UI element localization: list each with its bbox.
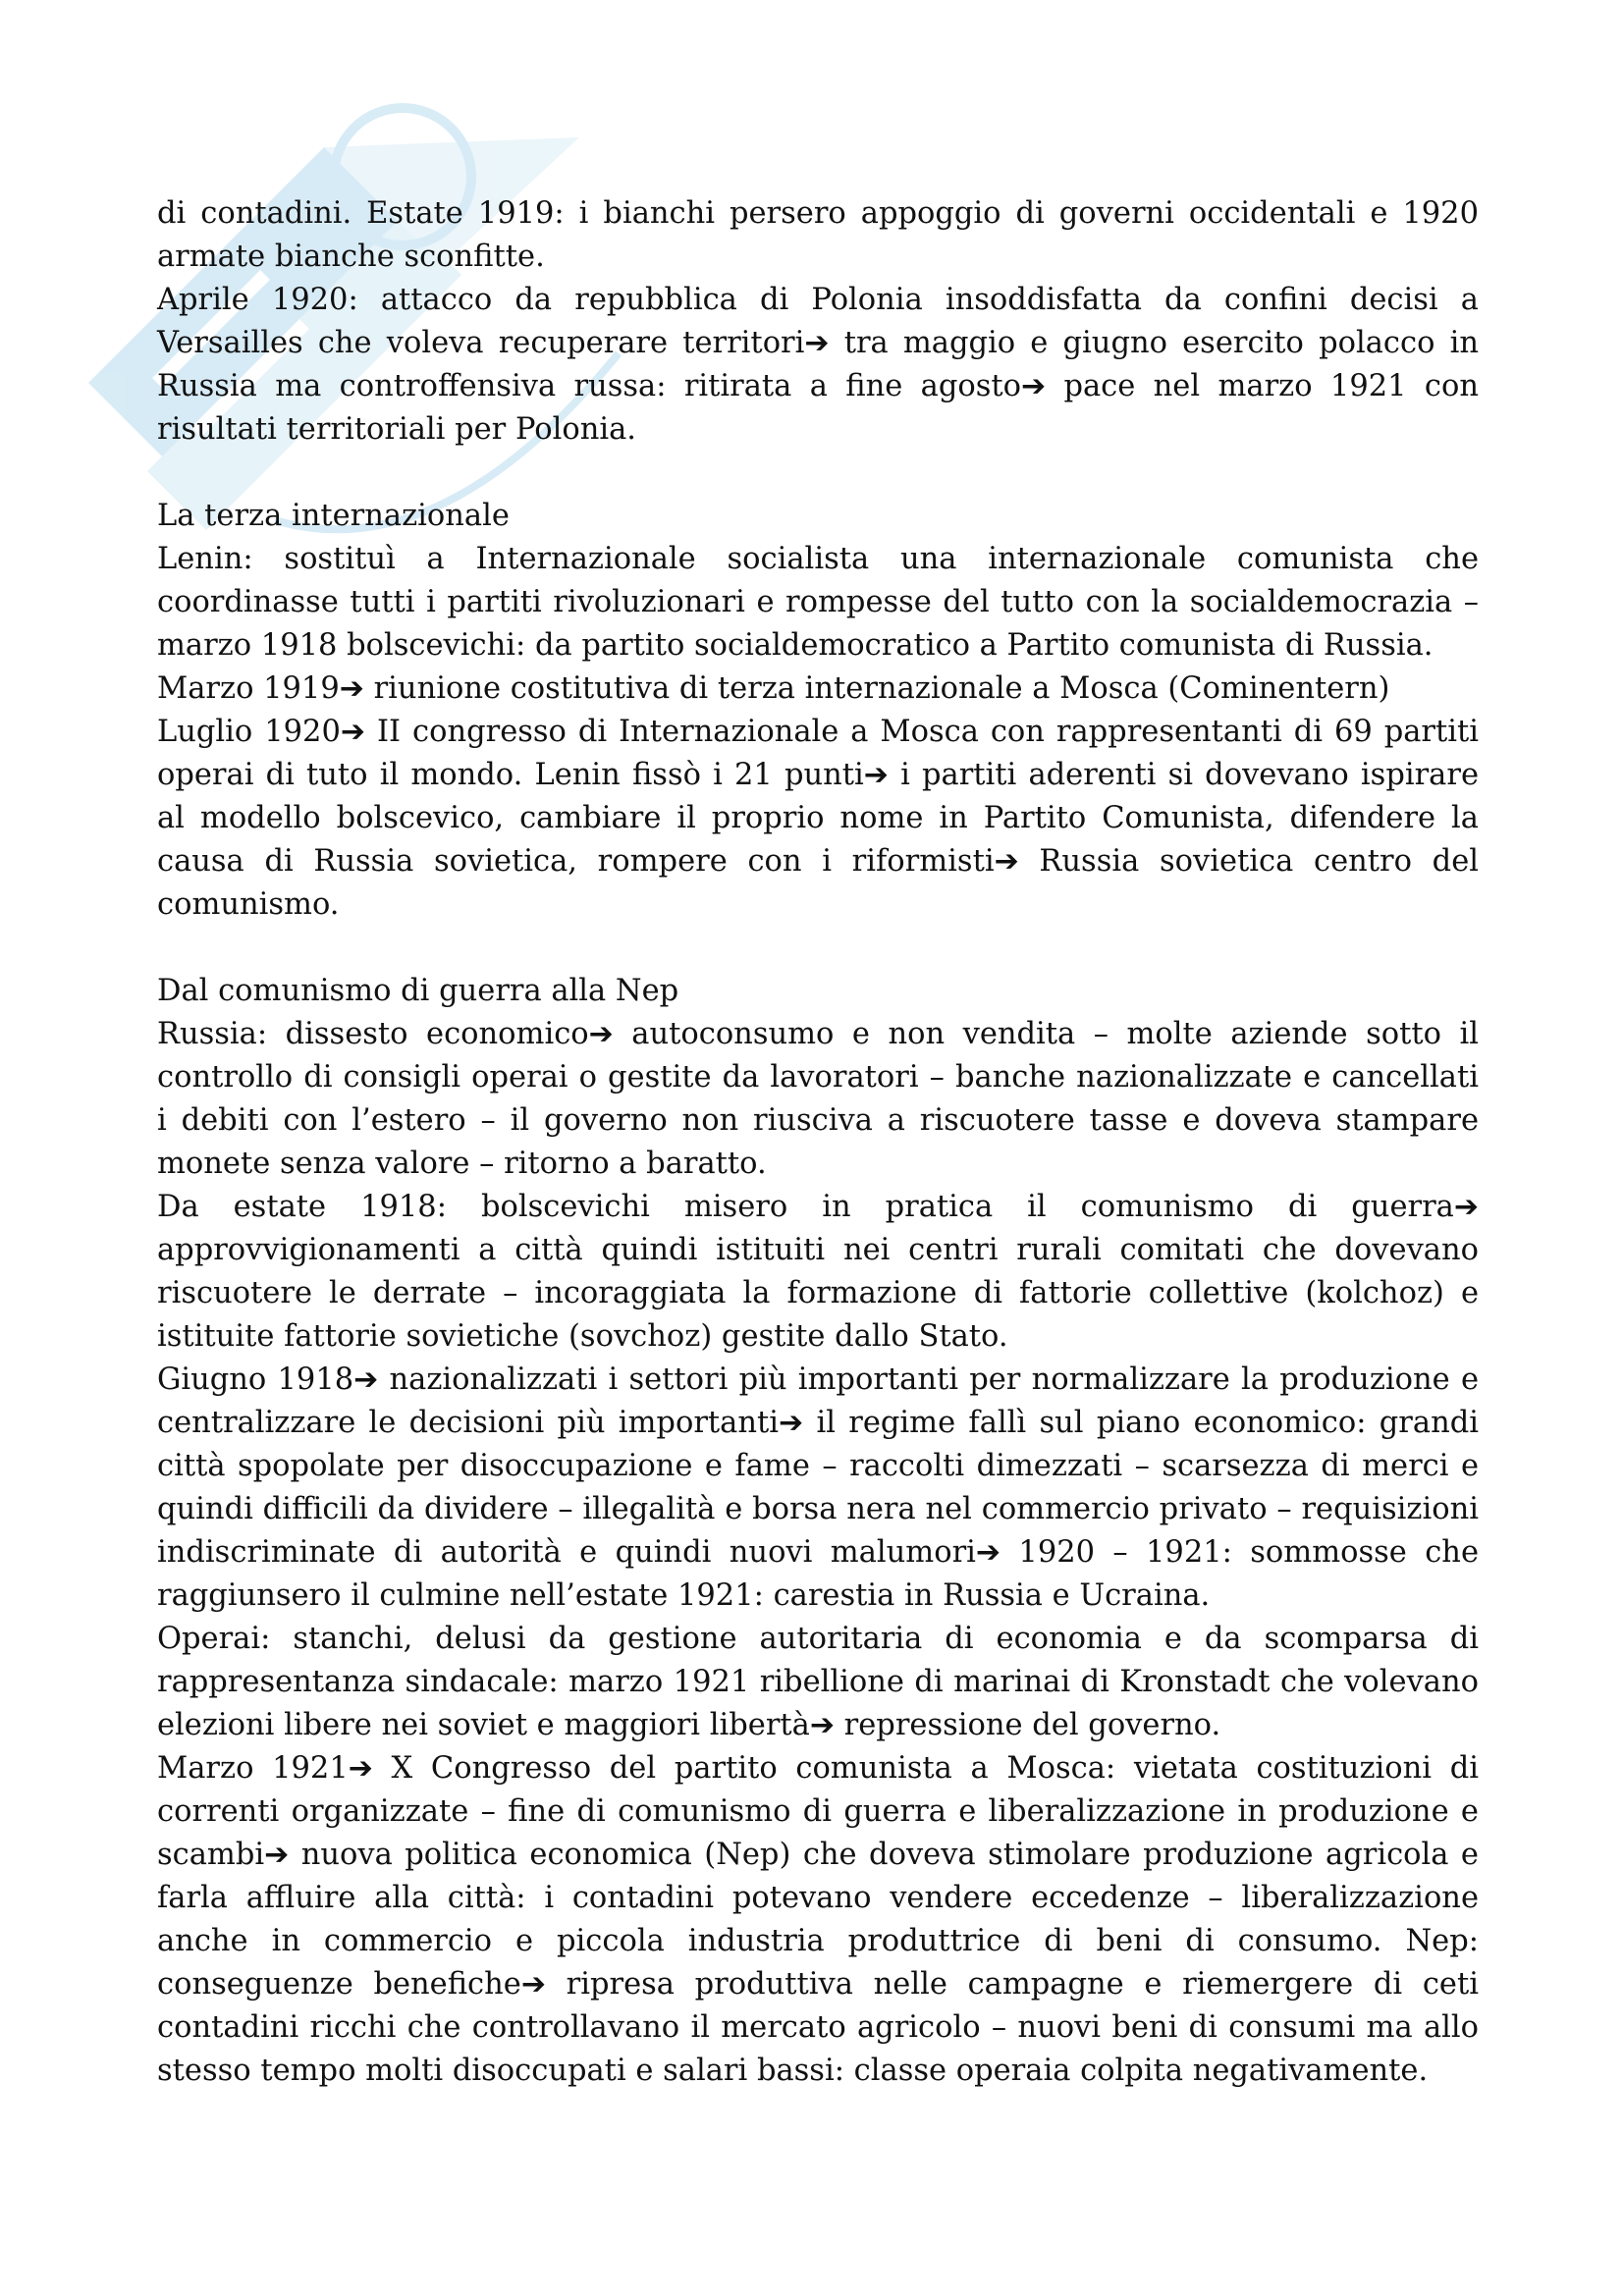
text-segment: Luglio 1920 — [157, 715, 341, 749]
text-segment: Russia: dissesto economico — [157, 1017, 589, 1051]
text-segment: Russia sovietica centro del comunismo. — [157, 844, 1479, 922]
right-arrow-icon: ➔ — [264, 1838, 290, 1872]
text-segment: Lenin: sostituì a Internazionale socialista una internazionale comunista che coordinasse tutti i partiti rivoluzionari e rompesse del tutto con la socialdemocrazia – marzo 1918 bolscevichi: da partito socialdemocratico a Partito comunista di Russia. — [157, 542, 1479, 663]
text-segment: X Congresso del partito comunista a Mosca: vietata costituzioni di correnti organizzate – fine di comunismo di guerra e liberalizzazione in produzione e scambi — [157, 1751, 1479, 1872]
paragraph — [157, 1013, 1479, 1186]
text-segment: Operai: stanchi, delusi da gestione autoritaria di economia e da scomparsa di rappresentanza sindacale: marzo 1921 ribellione di marinai di Kronstadt che volevano elezioni libere nei soviet e maggiori libertà — [157, 1622, 1479, 1742]
paragraph — [157, 279, 1479, 452]
text-segment: i partiti aderenti si dovevano ispirare al modello bolscevico, cambiare il proprio nome in Partito Comunista, difendere la causa di Russia sovietica, rompere con i riformisti — [157, 758, 1479, 879]
text-segment: autoconsumo e non vendita – molte aziende sotto il controllo di consigli operai o gestite da lavoratori – banche nazionalizzate e cancellati i debiti con l’estero – il governo non riusciva a riscuotere tasse e doveva stampare monete senza valore – ritorno a baratto. — [157, 1017, 1480, 1181]
text-segment: Dal comunismo di guerra alla Nep — [157, 974, 679, 1008]
right-arrow-icon: ➔ — [339, 671, 364, 706]
right-arrow-icon: ➔ — [353, 1362, 379, 1397]
document-page — [157, 192, 1479, 2093]
text-segment: di contadini. Estate 1919: i bianchi persero appoggio di governi occidentali e 1920 armate bianche sconfitte. — [157, 196, 1479, 274]
text-segment: Marzo 1919 — [157, 671, 340, 706]
right-arrow-icon: ➔ — [809, 1708, 835, 1742]
section-heading — [157, 970, 1479, 1013]
text-segment: Giugno 1918 — [157, 1362, 354, 1397]
text-segment: riunione costitutiva di terza internazionale a Mosca (Cominentern) — [363, 671, 1390, 706]
text-segment: Aprile 1920: attacco da repubblica di Polonia insoddisfatta da confini decisi a Versailles che voleva recuperare territori — [157, 283, 1479, 360]
text-segment: approvvigionamenti a città quindi istituiti nei centri rurali comitati che dovevano riscuotere le derrate – incoraggiata la formazione di fattorie collettive (kolchoz) e istituite fattorie sovietiche (sovchoz) gestite dallo Stato. — [157, 1233, 1479, 1354]
paragraph — [157, 711, 1479, 927]
text-segment: II congresso di Internazionale a Mosca con rappresentanti di 69 partiti operai di tuto il mondo. Lenin fissò i 21 punti — [157, 715, 1480, 792]
right-arrow-icon: ➔ — [804, 326, 830, 360]
right-arrow-icon: ➔ — [1453, 1190, 1479, 1224]
paragraph — [157, 1359, 1479, 1618]
text-segment: La terza internazionale — [157, 499, 510, 533]
right-arrow-icon: ➔ — [588, 1017, 614, 1051]
text-segment: Da estate 1918: bolscevichi misero in pratica il comunismo di guerra — [157, 1190, 1454, 1224]
section-heading — [157, 495, 1479, 538]
paragraph-gap — [157, 452, 1479, 495]
paragraph — [157, 1618, 1479, 1747]
right-arrow-icon: ➔ — [975, 1535, 1001, 1570]
right-arrow-icon: ➔ — [779, 1406, 804, 1440]
right-arrow-icon: ➔ — [994, 844, 1019, 879]
text-segment: Marzo 1921 — [157, 1751, 349, 1786]
text-segment: il regime fallì sul piano economico: grandi città spopolate per disoccupazione e fame – raccolti dimezzati – scarsezza di merci e quindi difficili da dividere – illegalità e borsa nera nel commercio privato – requisizioni indiscriminate di autorità e quindi nuovi malumori — [157, 1406, 1479, 1570]
right-arrow-icon: ➔ — [340, 715, 366, 749]
text-segment: tra maggio e giugno esercito polacco in Russia ma controffensiva russa: ritirata a fine agosto — [157, 326, 1479, 403]
right-arrow-icon: ➔ — [348, 1751, 373, 1786]
text-segment: repressione del governo. — [834, 1708, 1221, 1742]
text-segment: pace nel marzo 1921 con risultati territoriali per Polonia. — [157, 369, 1479, 447]
right-arrow-icon: ➔ — [1020, 369, 1047, 403]
right-arrow-icon: ➔ — [863, 758, 889, 792]
paragraph-gap — [157, 927, 1479, 970]
right-arrow-icon: ➔ — [520, 1967, 546, 2002]
paragraph — [157, 667, 1479, 711]
text-segment: ripresa produttiva nelle campagne e riemergere di ceti contadini ricchi che controllavano il mercato agricolo – nuovi beni di consumi ma allo stesso tempo molti disoccupati e salari bassi: classe operaia colpita negativamente. — [157, 1967, 1479, 2088]
text-segment: nuova politica economica (Nep) che doveva stimolare produzione agricola e farla affluire alla città: i contadini potevano vendere eccedenze – liberalizzazione anche in commercio e piccola industria produttrice di beni di consumo. Nep: conseguenze benefiche — [157, 1838, 1479, 2002]
paragraph — [157, 538, 1479, 667]
paragraph — [157, 1747, 1479, 2093]
text-segment: 1920 – 1921: sommosse che raggiunsero il culmine nell’estate 1921: carestia in Russia e Ucraina. — [157, 1535, 1479, 1613]
paragraph — [157, 1186, 1479, 1359]
text-segment: nazionalizzati i settori più importanti per normalizzare la produzione e centralizzare le decisioni più importanti — [157, 1362, 1479, 1440]
paragraph — [157, 192, 1479, 279]
